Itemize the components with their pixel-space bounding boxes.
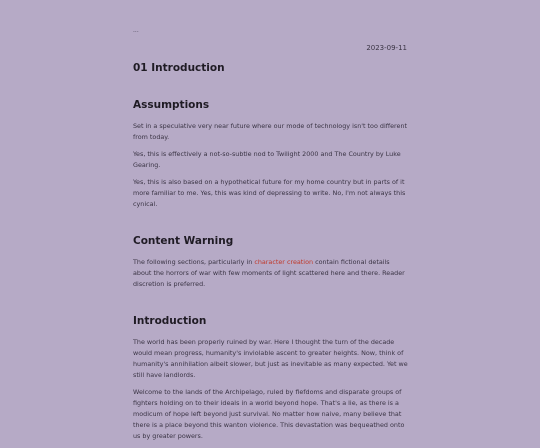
character-creation-link[interactable]: character creation	[254, 258, 314, 266]
heading-introduction: Introduction	[133, 315, 207, 327]
heading-assumptions: Assumptions	[133, 99, 210, 111]
introduction-paragraph-2: Welcome to the lands of the Archipelago, ruled by fiefdoms and disparate groups of fighters holding on to their ideals in a world beyond hope. That's a lie, as there is a modicum of hope left beyond just survival. No matter how naive, many believe that there is a place beyond this wanton violence. This devastation was bequeathed onto us by greater powers.	[133, 388, 405, 440]
content-warning-paragraph	[133, 257, 409, 290]
page-title: 01 Introduction	[133, 62, 225, 74]
heading-content-warning: Content Warning	[133, 235, 234, 247]
article-content	[133, 62, 409, 448]
assumptions-paragraph-2: Yes, this is effectively a not-so-subtle nod to Twilight 2000 and The Country by Luke Gearing.	[133, 150, 401, 169]
assumptions-paragraph-1: Set in a speculative very near future where our mode of technology isn't too different from today.	[133, 122, 408, 141]
content-warning-text-before: The following sections, particularly in	[133, 258, 255, 266]
content-warning-text-after: contain fictional details about the horrors of war with few moments of light scattered here and there. Reader discretion is preferred.	[133, 258, 405, 288]
post-date: 2023-09-11	[366, 44, 407, 52]
back-link[interactable]: ...	[133, 27, 139, 34]
assumptions-paragraph-3: Yes, this is also based on a hypothetical future for my home country but in parts of it more familiar to me. Yes, this was kind of depressing to write. No, I'm not always this cynical.	[133, 178, 406, 208]
introduction-paragraph-1: The world has been properly ruined by war. Here I thought the turn of the decade would mean progress, humanity's inviolable ascent to greater heights. Now, think of humanity's annihilation albeit slower, but just as inevitable as many expected. Yet we still have landlords.	[133, 338, 408, 379]
